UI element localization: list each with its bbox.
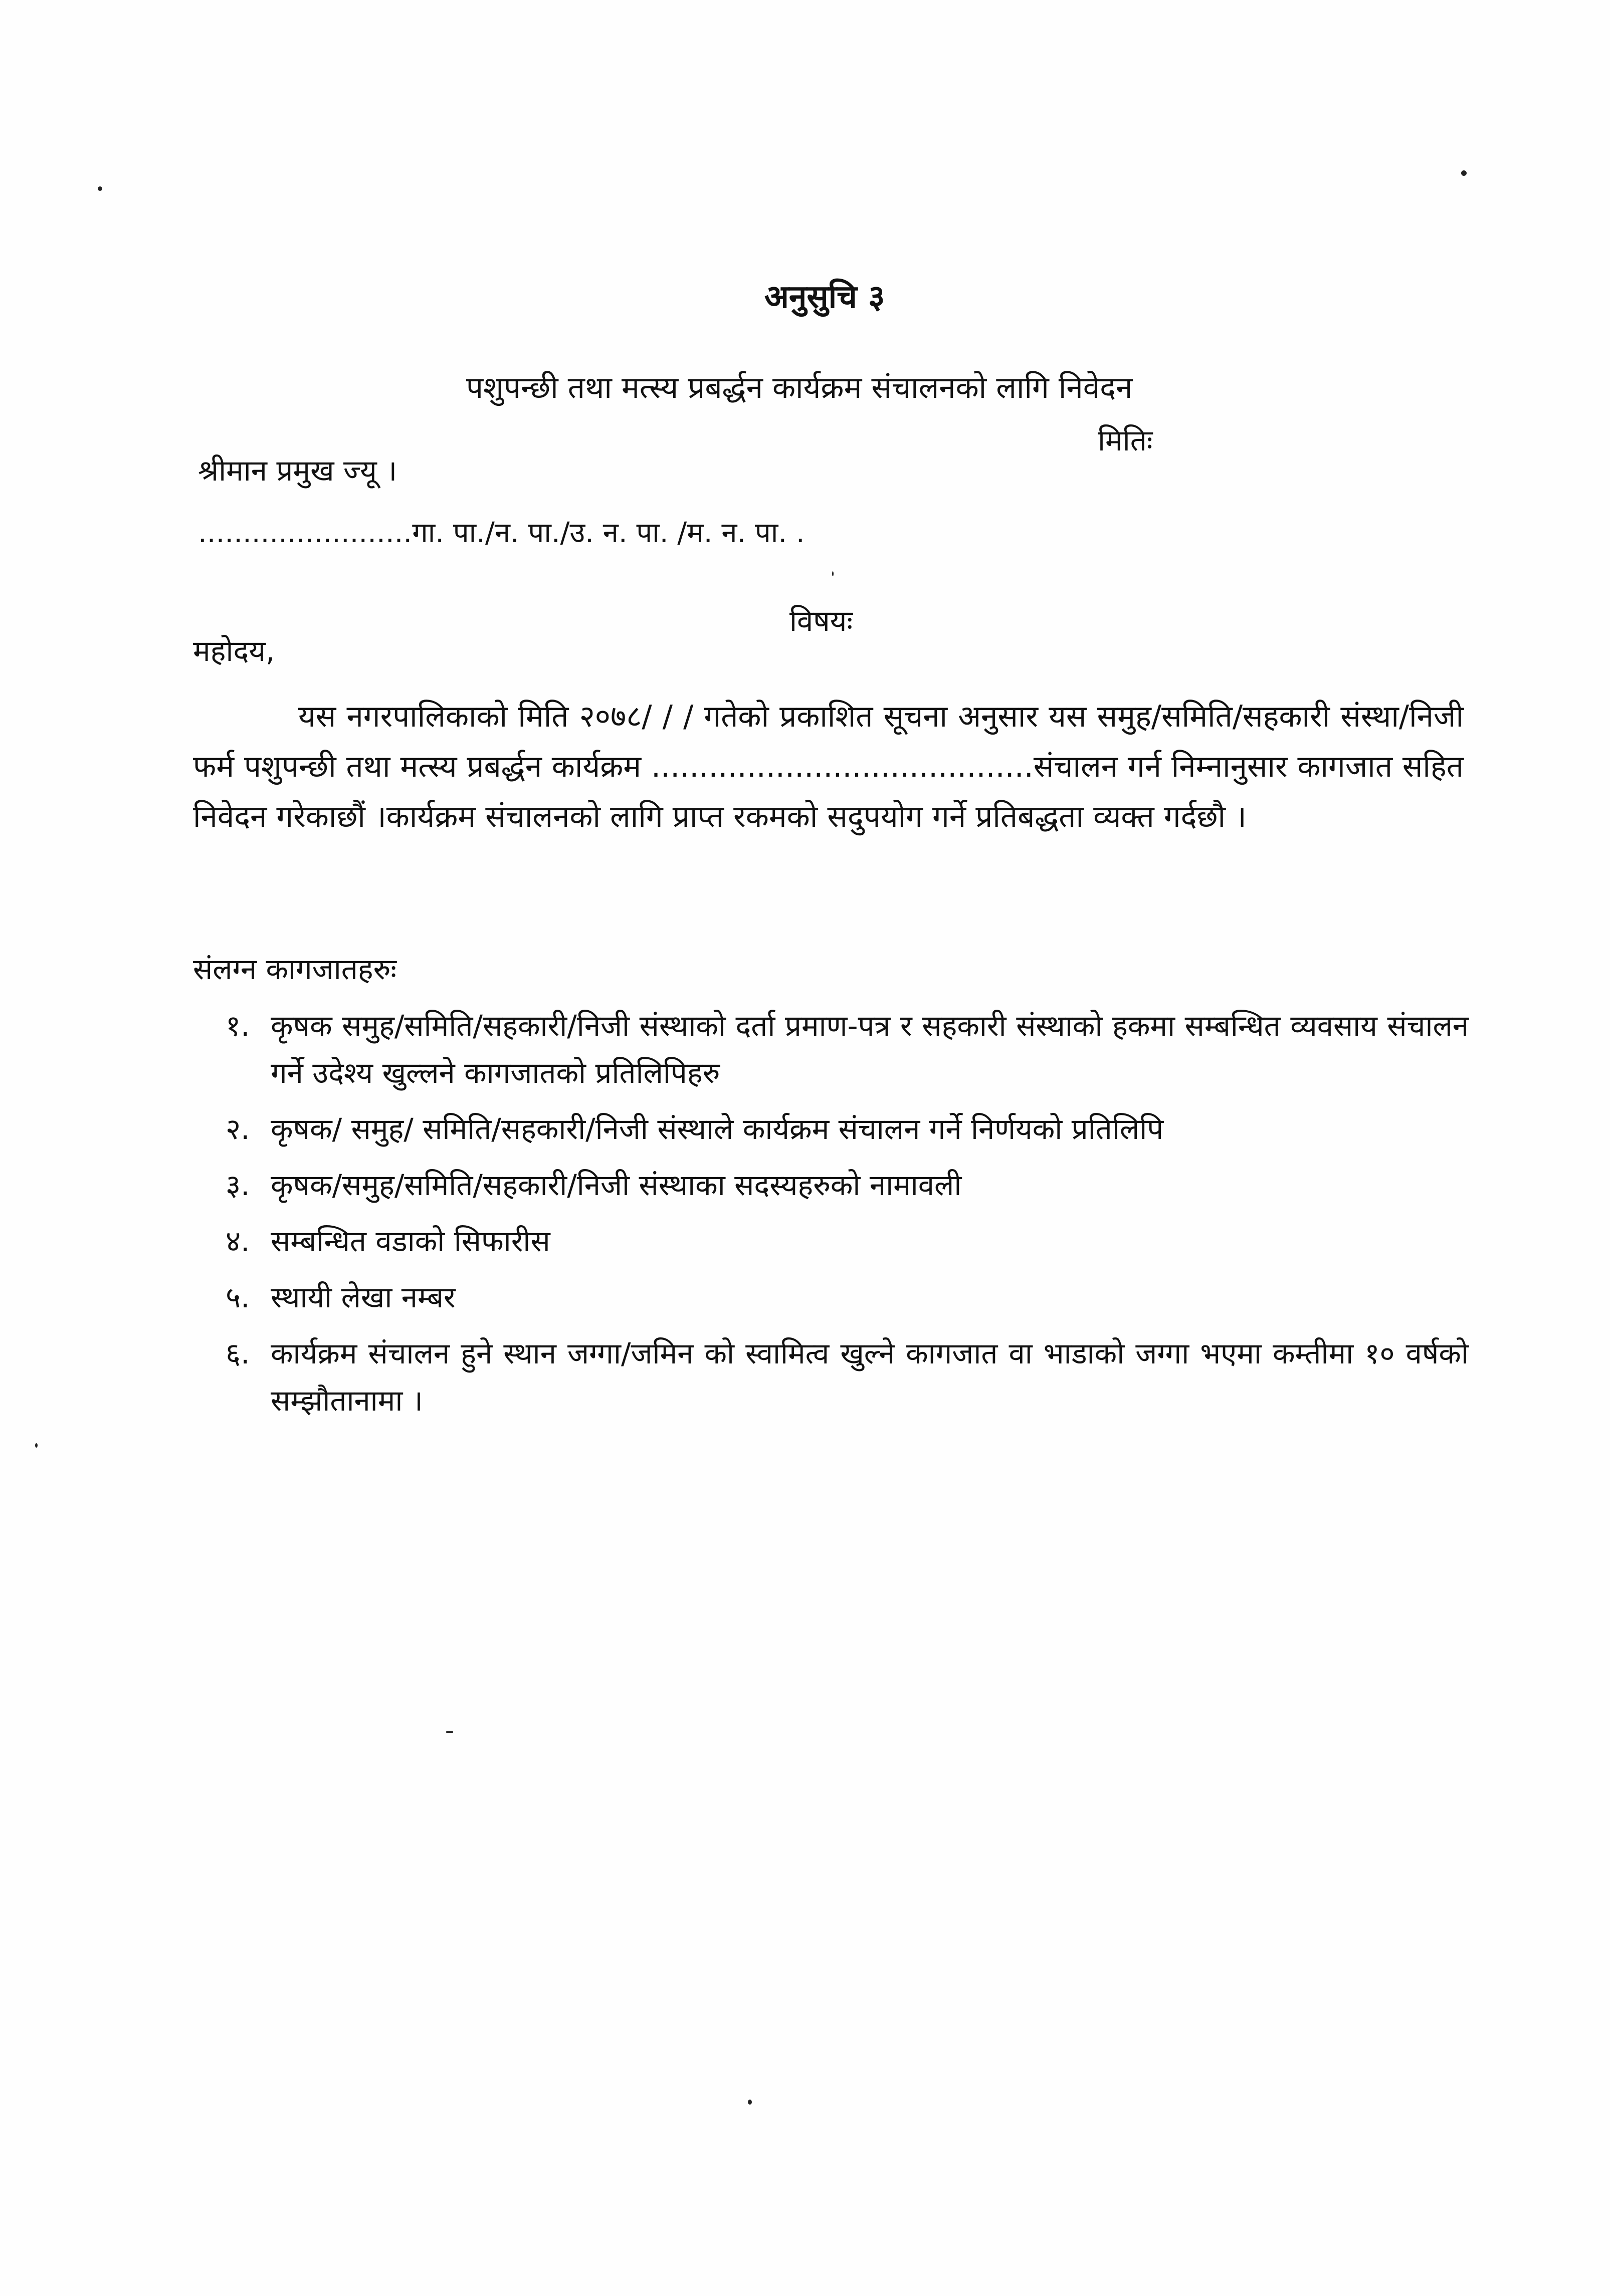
schedule-title: अनुसुचि ३	[764, 279, 885, 316]
attachments-list	[226, 1002, 1469, 1433]
list-item	[226, 1218, 1469, 1265]
list-item	[226, 1330, 1469, 1424]
addressee: श्रीमान प्रमुख ज्यू ।	[198, 453, 397, 488]
list-item-text: कृषक/समुह/समिति/सहकारी/निजी संस्थाका सदस्यहरुको नामावली	[271, 1168, 962, 1202]
subject-label: विषयः	[789, 604, 853, 638]
office-line: ........................गा. पा./न. पा./उ. न. पा. /म. न. पा. .	[198, 517, 805, 549]
date-label: मितिः	[1098, 423, 1153, 457]
list-item-number: ५.	[226, 1280, 250, 1314]
list-item-text: सम्बन्धित वडाको सिफारीस	[271, 1224, 550, 1258]
list-item-number: ३.	[226, 1168, 250, 1202]
list-item	[226, 1002, 1469, 1096]
scan-speck	[1461, 170, 1467, 176]
attachments-label: संलग्न कागजातहरुः	[193, 952, 396, 986]
scan-speck	[446, 1731, 453, 1733]
scan-speck	[35, 1443, 38, 1448]
list-item-number: २.	[226, 1112, 250, 1146]
list-item-text: कृषक समुह/समिति/सहकारी/निजी संस्थाको दर्ता प्रमाण-पत्र र सहकारी संस्थाको हकमा सम्बन्धित व्यवसाय संचालन गर्ने उदेश्य खुल्लने कागजातको प्रतिलिपिहरु	[271, 1009, 1469, 1090]
list-item	[226, 1162, 1469, 1209]
list-item-number: ४.	[226, 1224, 250, 1258]
list-item-text: कृषक/ समुह/ समिति/सहकारी/निजी संस्थाले कार्यक्रम संचालन गर्ने निर्णयको प्रतिलिपि	[271, 1112, 1164, 1146]
list-item-text: कार्यक्रम संचालन हुने स्थान जग्गा/जमिन को स्वामित्व खुल्ने कागजात वा भाडाको जग्गा भएमा कम्तीमा १० वर्षको सम्झौतानामा ।	[271, 1336, 1469, 1418]
scan-speck	[98, 186, 102, 191]
list-item-number: ६.	[226, 1336, 250, 1370]
list-item	[226, 1274, 1469, 1321]
scan-speck	[832, 571, 834, 576]
body-paragraph: यस नगरपालिकाको मिति २०७८/ / / गतेको प्रकाशित सूचना अनुसार यस समुह/समिति/सहकारी संस्था/निजी फर्म पशुपन्छी तथा मत्स्य प्रबर्द्धन कार्यक्रम ........................................संचालन गर्न निम्नानुसार कागजात सहित निवेदन गरेकाछौं ।कार्यक्रम संचालनको लागि प्राप्त रकमको सदुपयोग गर्ने प्रतिबद्धता व्यक्त गर्दछौ ।	[193, 699, 1464, 834]
salutation: महोदय,	[193, 634, 275, 668]
list-item	[226, 1105, 1469, 1153]
subject-title: पशुपन्छी तथा मत्स्य प्रबर्द्धन कार्यक्रम संचालनको लागि निवेदन	[466, 370, 1133, 405]
list-item-number: १.	[226, 1009, 250, 1043]
list-item-text: स्थायी लेखा नम्बर	[271, 1280, 456, 1314]
scan-speck	[748, 2100, 752, 2105]
